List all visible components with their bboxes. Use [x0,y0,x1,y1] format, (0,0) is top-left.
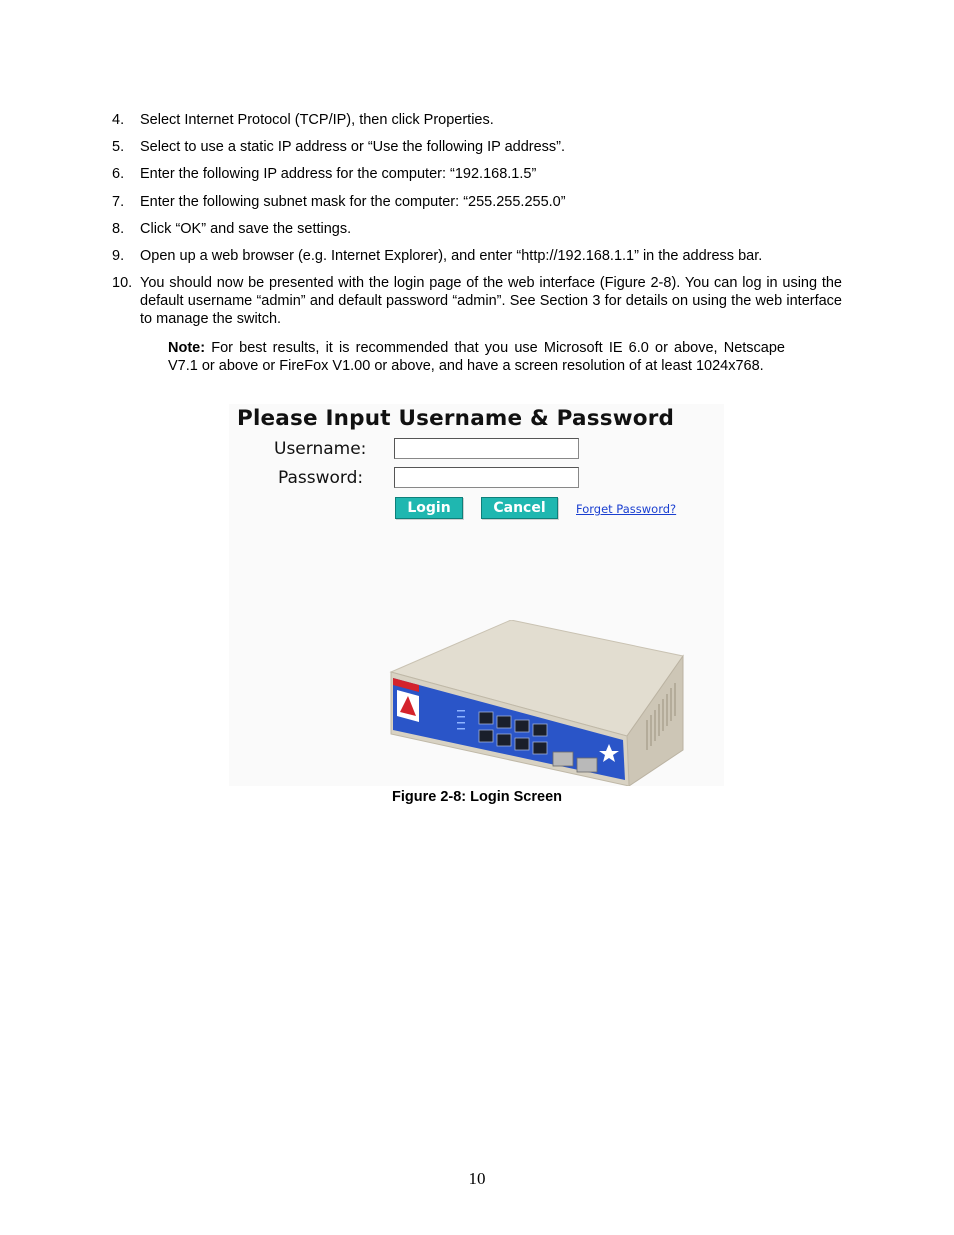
step-text: Enter the following subnet mask for the computer: “255.255.255.0” [140,193,566,210]
instruction-steps [112,111,842,334]
step-text: Select Internet Protocol (TCP/IP), then click Properties. [140,112,494,128]
step-item [112,193,842,211]
network-switch-image [389,620,689,786]
step-item [112,220,842,238]
password-label: Password: [278,468,364,488]
login-title: Please Input Username & Password [237,406,675,431]
step-text: Enter the following IP address for the computer: “192.168.1.5” [140,166,537,183]
login-screen-figure [229,404,724,786]
step-number: 8. [112,220,125,237]
step-item [112,247,842,265]
step-text: You should now be presented with the login page of the web interface (Figure 2-8). You can log in using the default username “admin” and default password “admin”. See Section 3 for details on using the web interface to manage the switch. [140,275,842,328]
step-text: Click “OK” and save the settings. [140,220,352,237]
step-number: 7. [112,193,125,210]
step-number: 4. [112,112,125,128]
page-number: 10 [468,1169,486,1188]
step-item [112,138,842,156]
cancel-button[interactable]: Cancel [481,497,558,519]
step-item [112,165,842,183]
step-number: 9. [112,247,125,264]
step-text: Select to use a static IP address or “Use the following IP address”. [140,139,566,156]
note-text: For best results, it is recommended that you use Microsoft IE 6.0 or above, Netscape V7.1 or above or FireFox V1.00 or above, and have a screen resolution of at least 1024x768. [168,340,785,374]
step-item [112,274,842,328]
login-button[interactable]: Login [395,497,463,519]
note-label: Note: [168,340,206,356]
figure-caption: Figure 2-8: Login Screen [392,789,562,805]
step-number: 6. [112,166,125,183]
step-number: 5. [112,139,125,156]
username-input[interactable] [394,438,579,459]
password-input[interactable] [394,467,579,488]
username-label: Username: [274,439,367,459]
note-paragraph [168,339,785,375]
step-number: 10. [112,275,133,292]
forgot-password-link[interactable]: Forget Password? [576,502,677,516]
step-item [112,111,842,129]
step-text: Open up a web browser (e.g. Internet Explorer), and enter “http://192.168.1.1” in the address bar. [140,247,763,264]
